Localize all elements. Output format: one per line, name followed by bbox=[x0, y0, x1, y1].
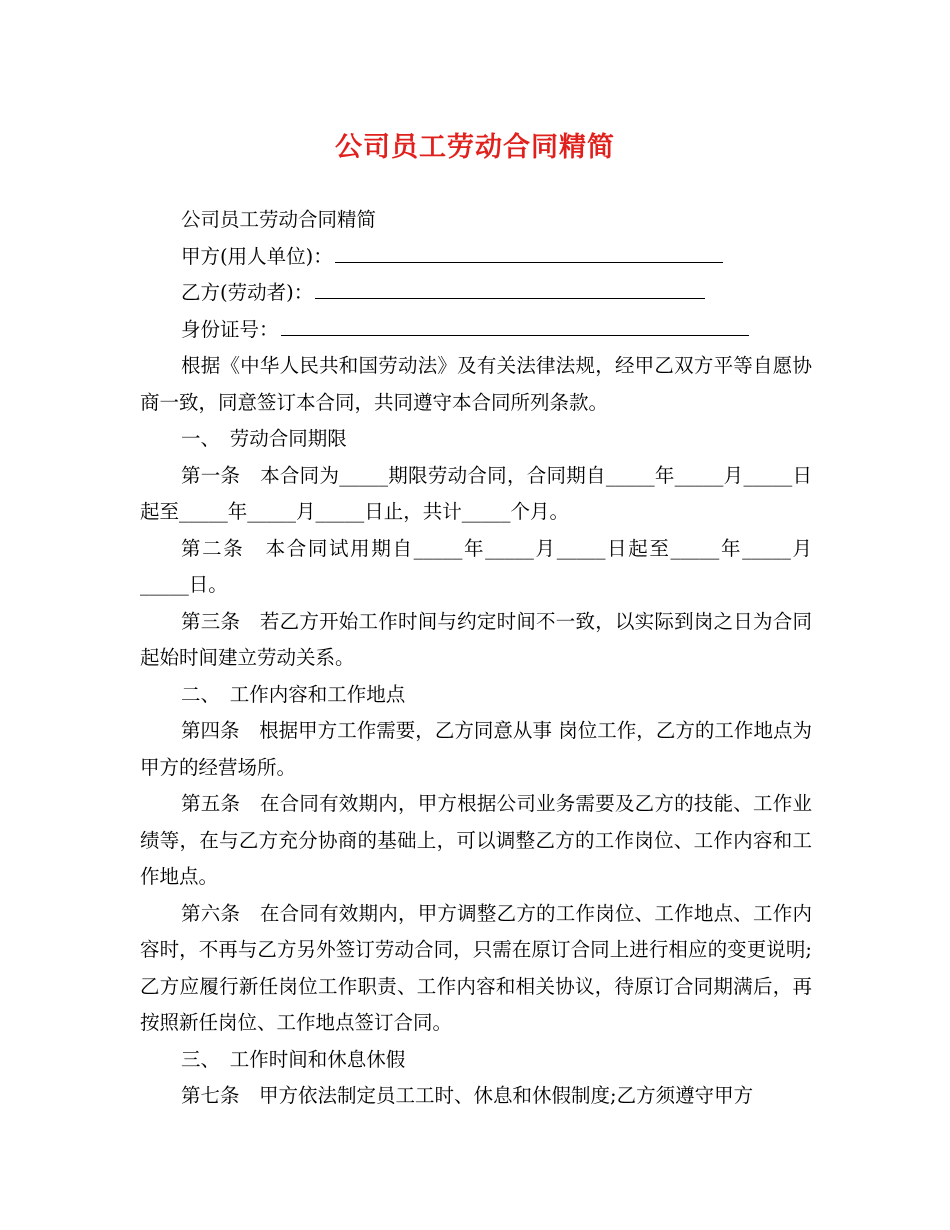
article-3: 第三条 若乙方开始工作时间与约定时间不一致，以实际到岗之日为合同起始时间建立劳动关系。 bbox=[140, 609, 812, 669]
heading-line: 公司员工劳动合同精简 bbox=[181, 208, 377, 231]
article-7: 第七条 甲方依法制定员工工时、休息和休假制度;乙方须遵守甲方 bbox=[181, 1084, 754, 1107]
article-5: 第五条 在合同有效期内，甲方根据公司业务需要及乙方的技能、工作业绩等，在与乙方充分协商的基础上，可以调整乙方的工作岗位、工作内容和工作地点。 bbox=[140, 792, 812, 888]
field-employer-blank bbox=[335, 240, 723, 263]
field-id-number-blank bbox=[281, 313, 749, 336]
field-employer-label: 甲方(用人单位)： bbox=[181, 244, 333, 268]
section-heading-2: 二、 工作内容和工作地点 bbox=[181, 682, 406, 706]
field-employee-label: 乙方(劳动者)： bbox=[181, 281, 314, 304]
field-employee-blank bbox=[315, 276, 705, 299]
field-id-number bbox=[140, 312, 812, 349]
paragraph-preamble: 根据《中华人民共和国劳动法》及有关法律法规，经甲乙双方平等自愿协商一致，同意签订本合同，共同遵守本合同所列条款。 bbox=[140, 354, 812, 414]
article-6: 第六条 在合同有效期内，甲方调整乙方的工作岗位、工作地点、工作内容时，不再与乙方另外签订劳动合同，只需在原订合同上进行相应的变更说明;乙方应履行新任岗位工作职责、工作内容和相关协议，待原订合同期满后，再按照新任岗位、工作地点签订合同。 bbox=[140, 901, 812, 1034]
section-heading-3: 三、 工作时间和休息休假 bbox=[181, 1047, 406, 1071]
article-4: 第四条 根据甲方工作需要，乙方同意从事 岗位工作，乙方的工作地点为甲方的经营场所。 bbox=[140, 719, 812, 779]
document-body bbox=[140, 202, 812, 1115]
article-1: 第一条 本合同为_____期限劳动合同，合同期自_____年_____月_____日起至_____年_____月_____日止，共计_____个月。 bbox=[140, 463, 812, 523]
field-id-number-label: 身份证号： bbox=[181, 317, 279, 341]
field-employer bbox=[140, 239, 812, 276]
section-heading-1: 一、 劳动合同期限 bbox=[181, 427, 347, 450]
field-employee bbox=[140, 275, 812, 312]
article-2: 第二条 本合同试用期自_____年_____月_____日起至_____年_____月_____日。 bbox=[140, 536, 812, 596]
document-title: 公司员工劳动合同精简 bbox=[335, 132, 615, 163]
